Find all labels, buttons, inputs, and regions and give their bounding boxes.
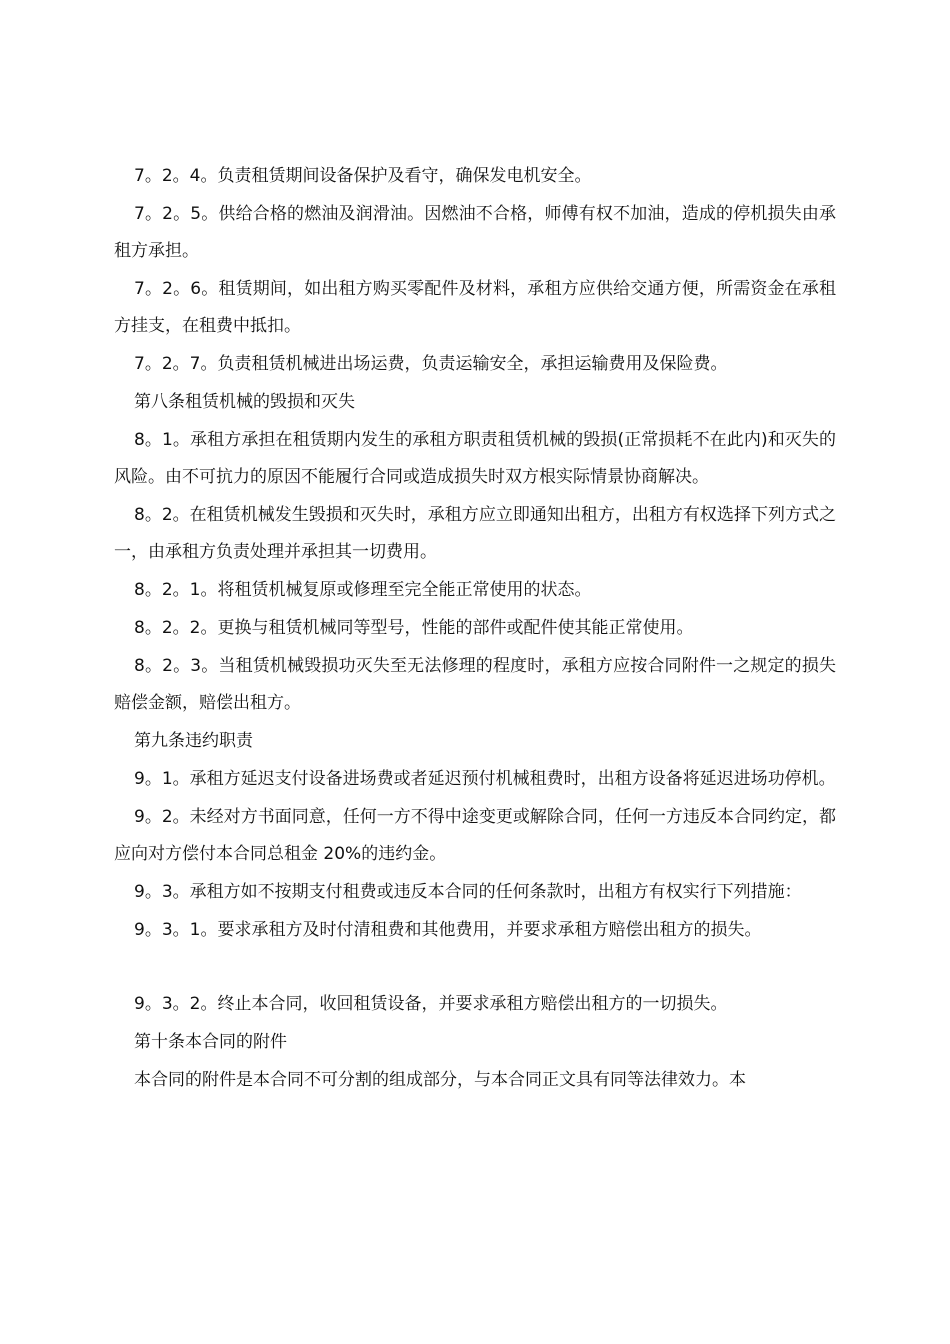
- clause-9-3-1: 9。3。1。要求承租方及时付清租费和其他费用，并要求承租方赔偿出租方的损失。: [134, 920, 762, 940]
- clause-9-3: 9。3。承租方如不按期支付租费或违反本合同的任何条款时，出租方有权实行下列措施：: [134, 882, 802, 902]
- clause-8-2-1: 8。2。1。将租赁机械复原或修理至完全能正常使用的状态。: [134, 580, 592, 600]
- article-10-heading: 第十条本合同的附件: [134, 1032, 287, 1052]
- contract-body: [114, 158, 836, 1100]
- clause-9-3-2: 9。3。2。终止本合同，收回租赁设备，并要求承租方赔偿出租方的一切损失。: [134, 994, 728, 1014]
- clause-8-2-3: 8。2。3。当租赁机械毁损功灭失至无法修理的程度时，承租方应按合同附件一之规定的损失赔偿金额，赔偿出租方。: [114, 656, 836, 713]
- clause-8-2-2: 8。2。2。更换与租赁机械同等型号，性能的部件或配件使其能正常使用。: [134, 618, 694, 638]
- clause-8-2: 8。2。在租赁机械发生毁损和灭失时，承租方应立即通知出租方，出租方有权选择下列方式之一，由承租方负责处理并承担其一切费用。: [114, 505, 836, 562]
- clause-9-1: 9。1。承租方延迟支付设备进场费或者延迟预付机械租费时，出租方设备将延迟进场功停机。: [134, 769, 836, 789]
- clause-8-1: 8。1。承租方承担在租赁期内发生的承租方职责租赁机械的毁损(正常损耗不在此内)和灭失的风险。由不可抗力的原因不能履行合同或造成损失时双方根实际情景协商解决。: [114, 430, 836, 487]
- article-9-heading: 第九条违约职责: [134, 731, 253, 751]
- article-10-text: 本合同的附件是本合同不可分割的组成部分，与本合同正文具有同等法律效力。本: [134, 1070, 746, 1090]
- clause-9-2: 9。2。未经对方书面同意，任何一方不得中途变更或解除合同，任何一方违反本合同约定，都应向对方偿付本合同总租金 20%的违约金。: [114, 807, 836, 864]
- clause-7-2-7: 7。2。7。负责租赁机械进出场运费，负责运输安全，承担运输费用及保险费。: [134, 354, 728, 374]
- article-8-heading: 第八条租赁机械的毁损和灭失: [134, 392, 355, 412]
- clause-7-2-6: 7。2。6。租赁期间，如出租方购买零配件及材料，承租方应供给交通方便，所需资金在承租方挂支，在租费中抵扣。: [114, 279, 836, 336]
- clause-7-2-4: 7。2。4。负责租赁期间设备保护及看守，确保发电机安全。: [134, 166, 592, 186]
- clause-7-2-5: 7。2。5。供给合格的燃油及润滑油。因燃油不合格，师傅有权不加油，造成的停机损失由承租方承担。: [114, 204, 836, 261]
